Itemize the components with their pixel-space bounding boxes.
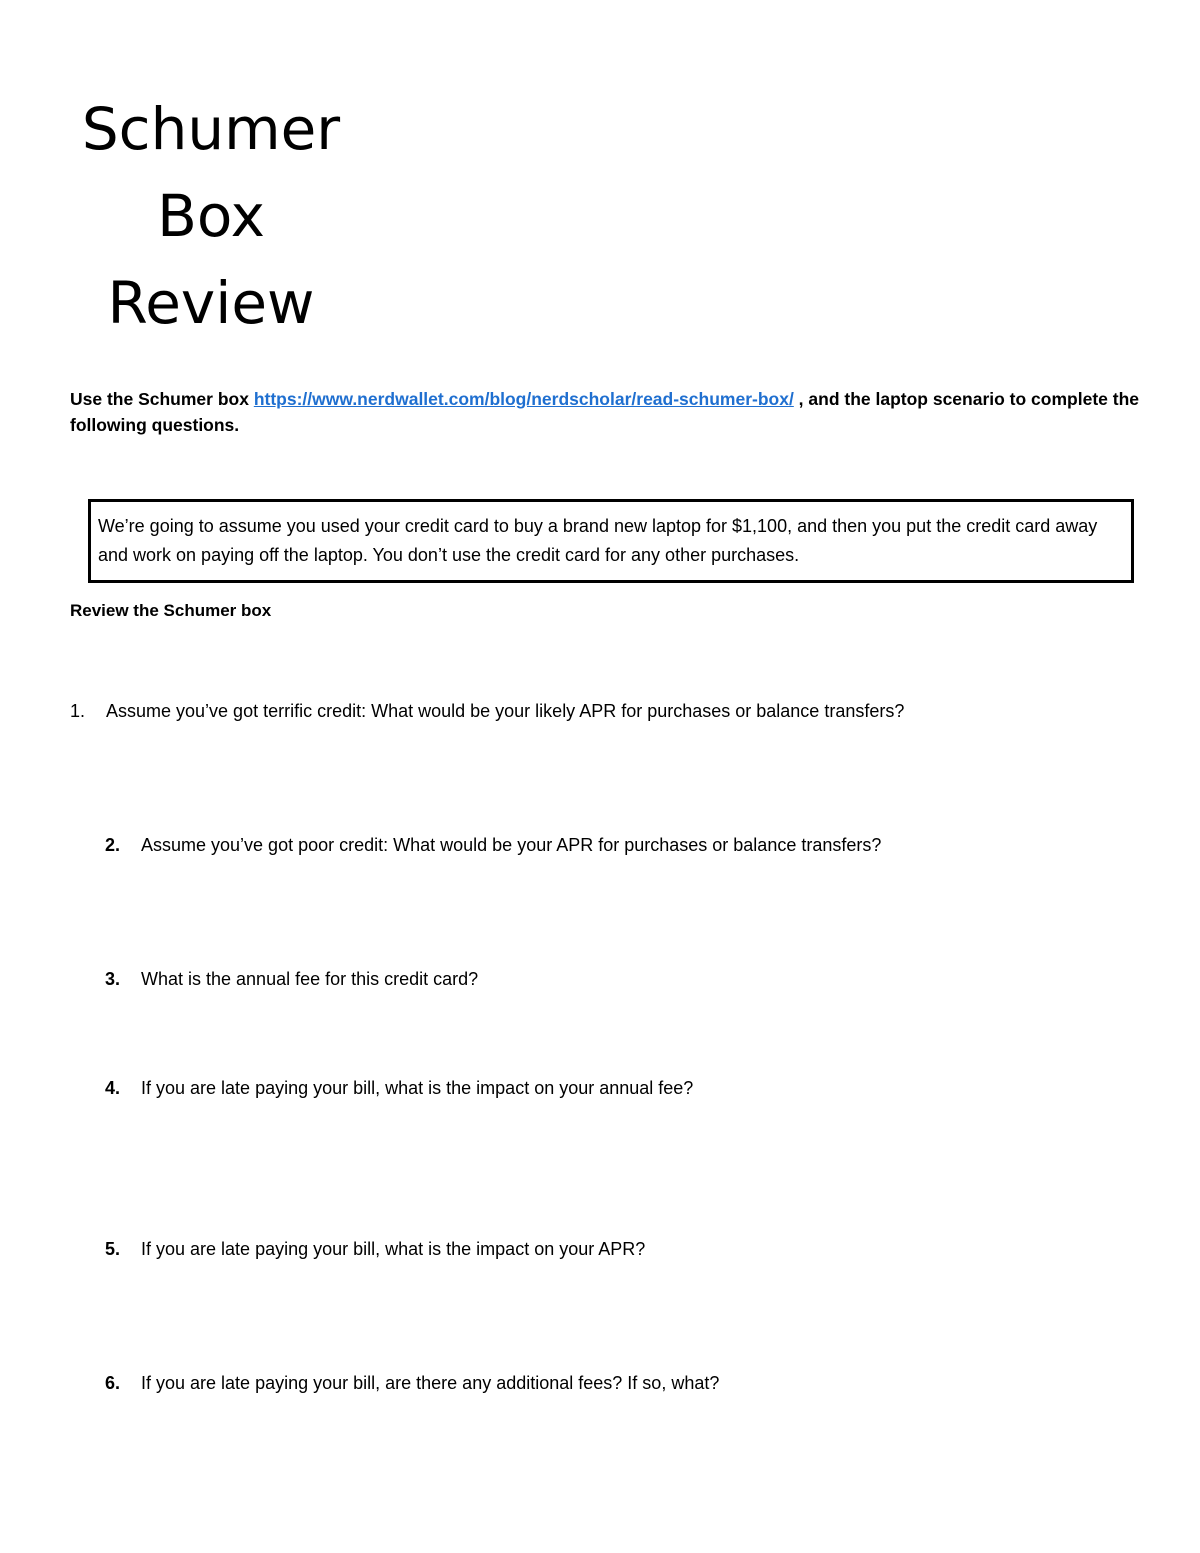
schumer-box-link[interactable]: https://www.nerdwallet.com/blog/nerdscholar/read-schumer-box/ — [253, 389, 794, 409]
question-text: Assume you’ve got terrific credit: What would be your likely APR for purchases or balance transfers? — [106, 701, 905, 721]
question-3 — [105, 966, 478, 992]
question-4 — [105, 1075, 693, 1101]
section-heading: Review the Schumer box — [70, 601, 272, 620]
intro-text-before-link: Use the Schumer box — [70, 389, 254, 409]
question-number: 6. — [105, 1373, 121, 1393]
question-number: 1. — [70, 701, 86, 721]
scenario-text: We’re going to assume you used your credit card to buy a brand new laptop for $1,100, and then you put the credit card away and work on paying off the laptop. You don’t use the credit card for any other purchases. — [98, 516, 1098, 565]
title-line-2: Box — [157, 182, 265, 250]
intro-text-after-link: , and the laptop scenario to complete the following questions. — [70, 389, 1140, 435]
question-5 — [105, 1236, 645, 1262]
page-title — [60, 86, 362, 347]
question-text: If you are late paying your bill, are there any additional fees? If so, what? — [141, 1373, 720, 1393]
question-number: 2. — [105, 835, 121, 855]
question-text: What is the annual fee for this credit card? — [141, 969, 479, 989]
question-6 — [105, 1370, 719, 1396]
question-text: Assume you’ve got poor credit: What would be your APR for purchases or balance transfers? — [141, 835, 882, 855]
question-1 — [70, 698, 904, 724]
question-text: If you are late paying your bill, what is the impact on your APR? — [141, 1239, 646, 1259]
question-text: If you are late paying your bill, what is the impact on your annual fee? — [141, 1078, 694, 1098]
laptop-scenario-box — [88, 499, 1134, 583]
question-number: 4. — [105, 1078, 121, 1098]
question-2 — [105, 832, 881, 858]
question-number: 3. — [105, 969, 121, 989]
title-line-3: Review — [107, 269, 315, 337]
title-line-1: Schumer — [81, 95, 341, 163]
intro-paragraph — [70, 386, 1150, 438]
question-number: 5. — [105, 1239, 121, 1259]
